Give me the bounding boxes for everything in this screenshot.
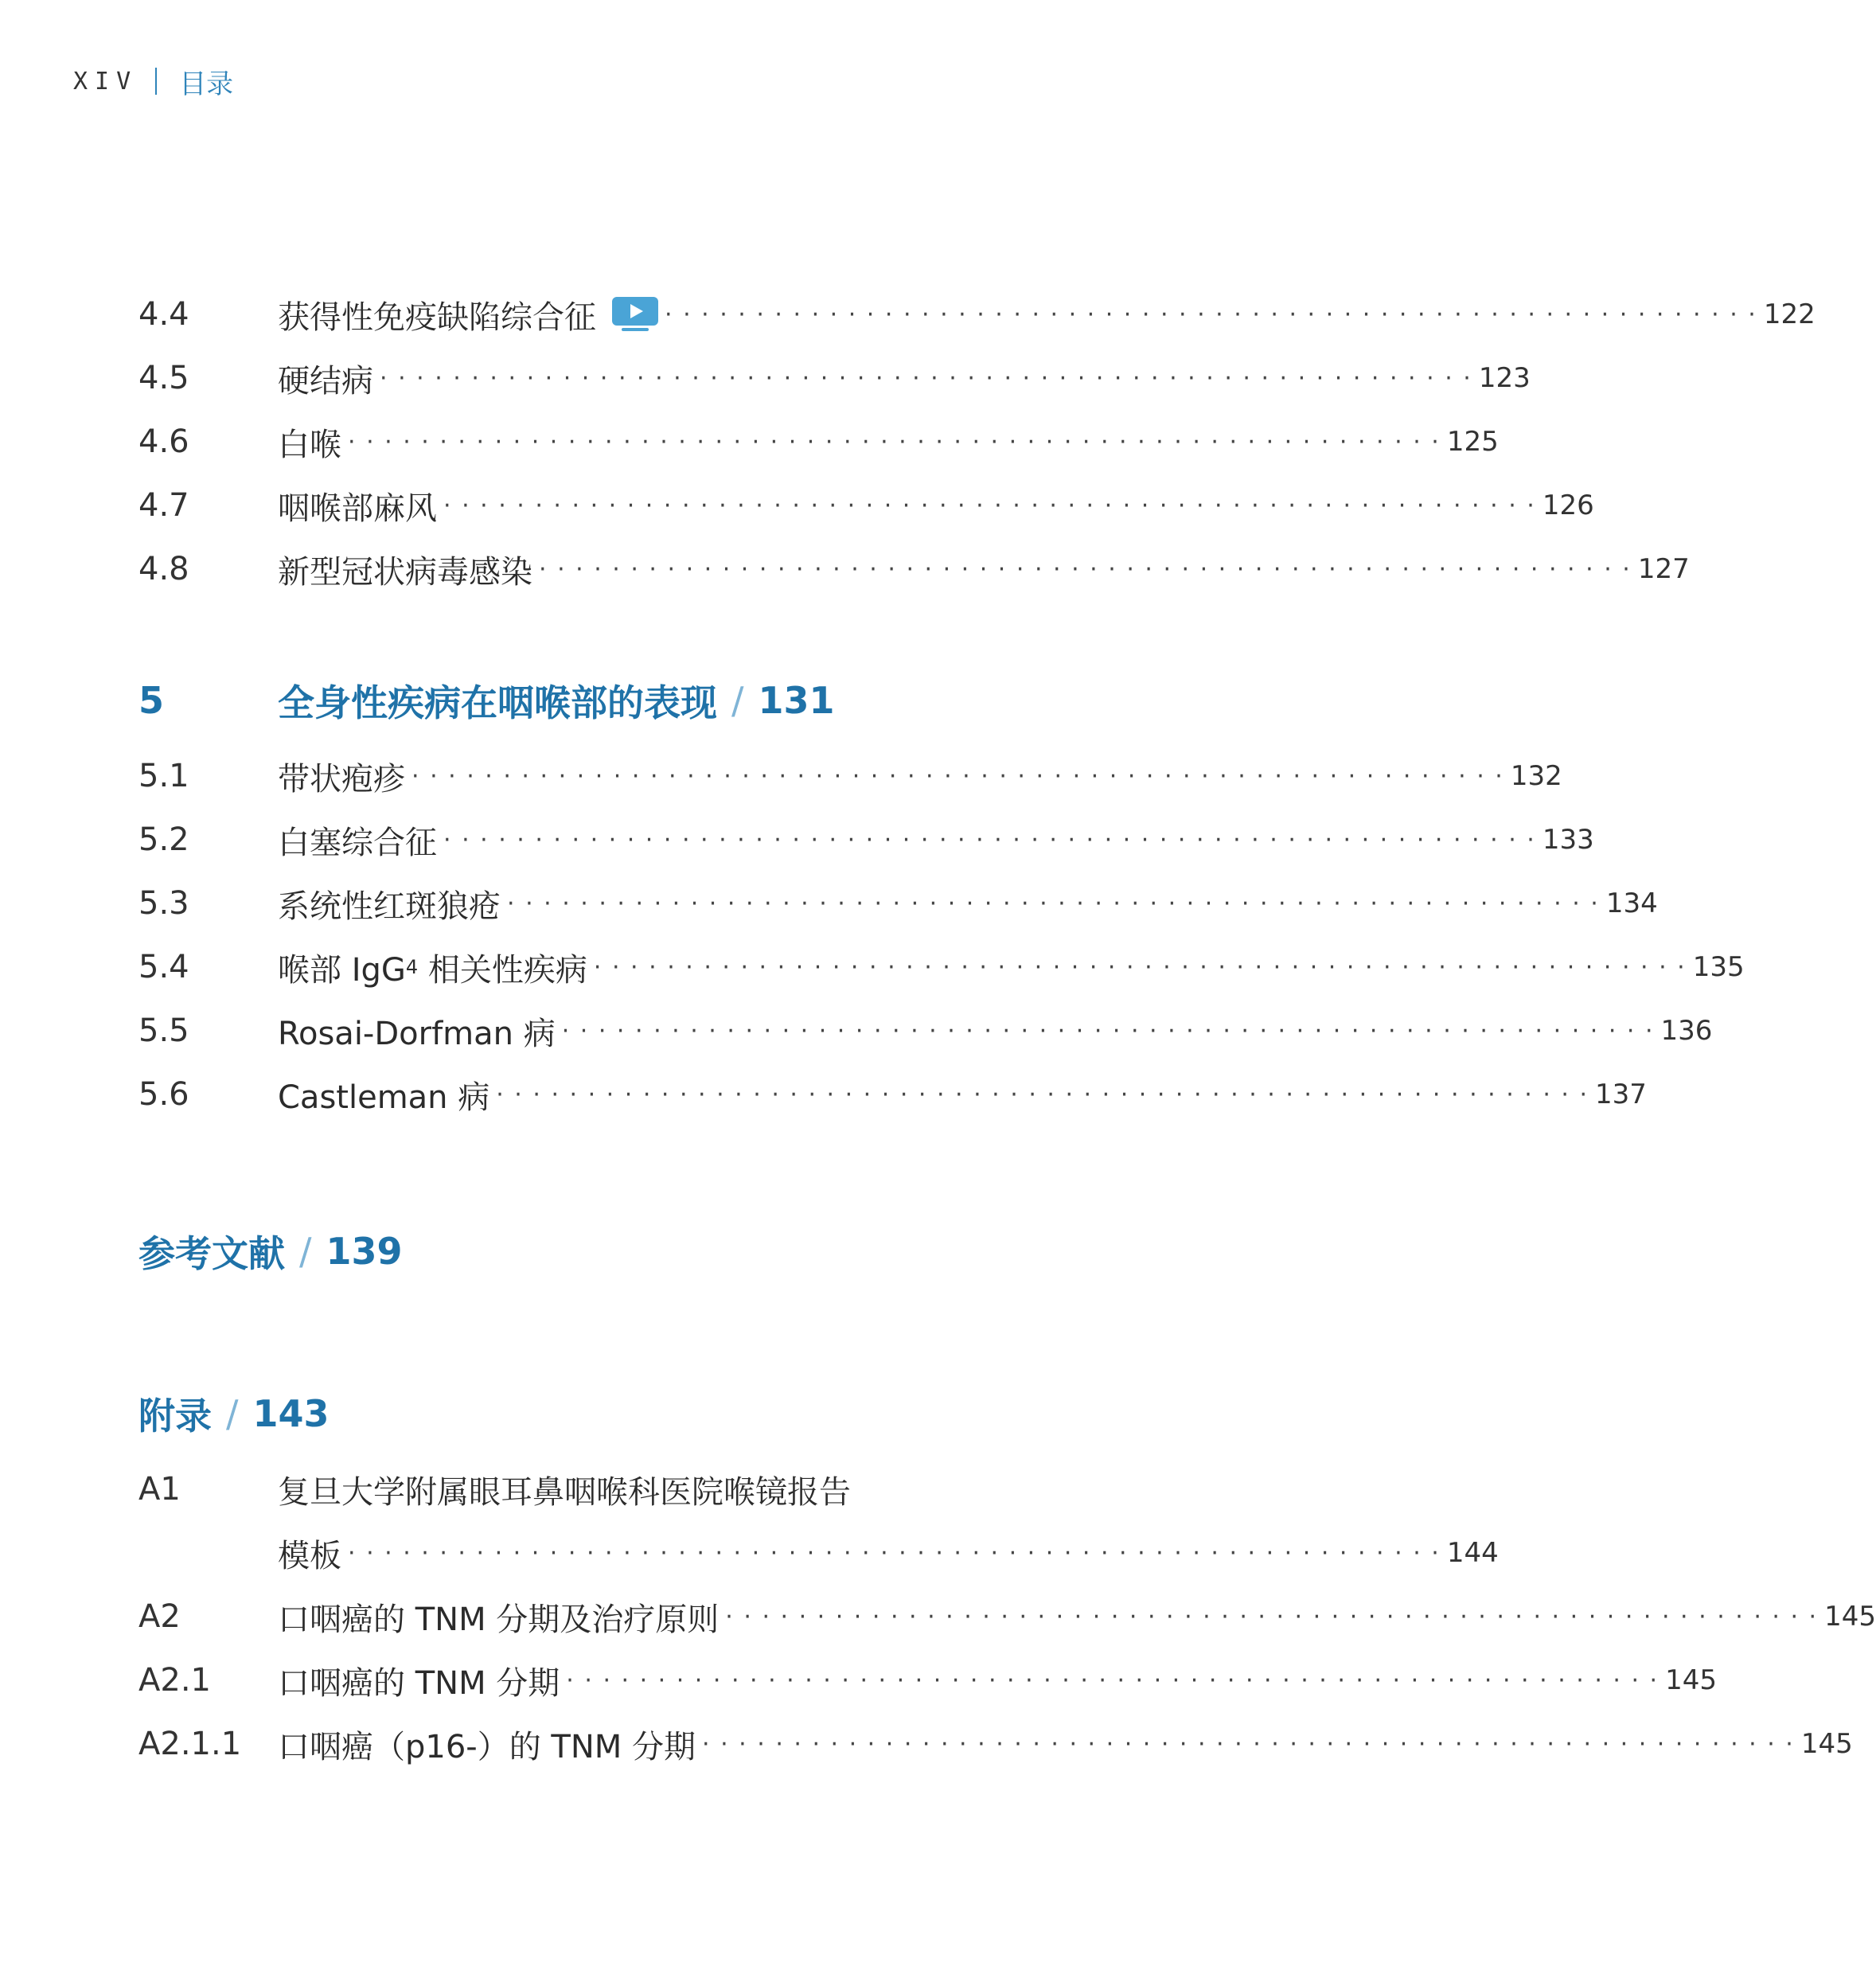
references-title: 参考文献 <box>138 1232 285 1275</box>
chapter-heading[interactable] <box>138 657 936 744</box>
dot-leader: · · · · · · · · · · · · · · · · · · · · · · · · · · · · · · · · · · · · · · · · · · · · · · · · · · · · · · · · · · · · <box>348 427 1441 456</box>
header-divider <box>155 68 157 95</box>
table-of-contents <box>138 283 1876 1776</box>
chapter-page: 131 <box>758 679 835 722</box>
entry-page: 125 <box>1446 426 1499 458</box>
entry-page: 145 <box>1800 1728 1853 1760</box>
entry-page: 127 <box>1637 553 1690 585</box>
entry-title: Castleman 病 <box>278 1079 490 1116</box>
chapter-separator: / <box>731 679 744 722</box>
toc-entry[interactable] <box>138 872 1658 935</box>
entry-number: 4.4 <box>138 296 189 333</box>
entry-page: 137 <box>1595 1079 1647 1110</box>
dot-leader: · · · · · · · · · · · · · · · · · · · · · · · · · · · · · · · · · · · · · · · · · · · · · · · · · · · · · · · · · · · · <box>593 953 1687 981</box>
entry-page: 135 <box>1692 951 1745 983</box>
entry-page: 136 <box>1660 1015 1713 1047</box>
running-head <box>73 60 233 102</box>
page-folio: XIV <box>73 67 138 96</box>
dot-leader: · · · · · · · · · · · · · · · · · · · · · · · · · · · · · · · · · · · · · · · · · · · · · · · · · · · · · · · · · · · · <box>566 1666 1660 1695</box>
dot-leader: · · · · · · · · · · · · · · · · · · · · · · · · · · · · · · · · · · · · · · · · · · · · · · · · · · · · · · · · · · · · <box>348 1539 1441 1567</box>
dot-leader: · · · · · · · · · · · · · · · · · · · · · · · · · · · · · · · · · · · · · · · · · · · · · · · · · · · · · · · · · · · · <box>443 491 1536 520</box>
video-play-icon[interactable] <box>612 297 658 332</box>
entry-number: A2.1 <box>138 1662 211 1699</box>
entry-number: 4.8 <box>138 551 189 587</box>
entry-number: 4.5 <box>138 360 189 396</box>
toc-entry[interactable] <box>138 474 1594 537</box>
dot-leader: · · · · · · · · · · · · · · · · · · · · · · · · · · · · · · · · · · · · · · · · · · · · · · · · · · · · · · · · · · · · <box>665 300 1757 329</box>
entry-number: A2.1.1 <box>138 1726 242 1762</box>
toc-entry[interactable] <box>138 999 1713 1063</box>
entry-page: 123 <box>1478 362 1531 394</box>
entry-title-text: 获得性免疫缺陷综合征 <box>278 298 596 336</box>
entry-title: 口咽癌的 TNM 分期及治疗原则 <box>278 1601 720 1638</box>
dot-leader: · · · · · · · · · · · · · · · · · · · · · · · · · · · · · · · · · · · · · · · · · · · · · · · · · · · · · · · · · · · · <box>380 364 1472 392</box>
entry-title: 系统性红斑狼疮 <box>278 888 501 925</box>
entry-page: 133 <box>1542 824 1594 856</box>
entry-number: 4.6 <box>138 423 189 460</box>
references-page: 139 <box>326 1230 403 1273</box>
entry-page: 134 <box>1605 888 1658 919</box>
entry-page: 132 <box>1510 760 1562 792</box>
toc-entry[interactable] <box>138 1457 936 1521</box>
entry-title: 口咽癌（p16-）的 TNM 分期 <box>278 1728 696 1765</box>
entry-title: 口咽癌的 TNM 分期 <box>278 1664 560 1702</box>
entry-number: 4.7 <box>138 487 189 524</box>
entry-page: 126 <box>1542 490 1594 521</box>
entry-number: 5.6 <box>138 1076 189 1113</box>
entry-page: 144 <box>1446 1537 1499 1569</box>
references-heading[interactable] <box>138 1207 936 1295</box>
entry-title-subscript: 4 <box>405 956 419 978</box>
entry-number: A1 <box>138 1471 181 1508</box>
appendix-title: 附录 <box>138 1395 212 1438</box>
entry-title: 新型冠状病毒感染 <box>278 553 532 591</box>
toc-entry[interactable] <box>138 410 1499 474</box>
dot-leader: · · · · · · · · · · · · · · · · · · · · · · · · · · · · · · · · · · · · · · · · · · · · · · · · · · · · · · · · · · · · <box>725 1602 1819 1631</box>
toc-entry[interactable] <box>138 283 1816 346</box>
chapter-title: 全身性疾病在咽喉部的表现 <box>278 681 717 724</box>
entry-title-continued: 模板 <box>278 1537 341 1574</box>
toc-entry[interactable] <box>138 1585 1876 1648</box>
entry-title: Rosai-Dorfman 病 <box>278 1015 556 1052</box>
toc-entry[interactable] <box>138 935 1745 999</box>
toc-entry[interactable] <box>138 1648 1718 1712</box>
dot-leader: · · · · · · · · · · · · · · · · · · · · · · · · · · · · · · · · · · · · · · · · · · · · · · · · · · · · · · · · · · · · <box>702 1730 1795 1758</box>
toc-entry[interactable] <box>138 537 1690 601</box>
entry-title: 带状疱疹 <box>278 760 405 798</box>
entry-title-text: 喉部 IgG <box>278 951 406 989</box>
entry-number: A2 <box>138 1598 181 1635</box>
entry-page: 122 <box>1763 298 1816 330</box>
toc-entry[interactable] <box>138 808 1594 872</box>
dot-leader: · · · · · · · · · · · · · · · · · · · · · · · · · · · · · · · · · · · · · · · · · · · · · · · · · · · · · · · · · · · · <box>561 1016 1655 1045</box>
appendix-heading[interactable] <box>138 1370 936 1457</box>
dot-leader: · · · · · · · · · · · · · · · · · · · · · · · · · · · · · · · · · · · · · · · · · · · · · · · · · · · · · · · · · · · · <box>411 762 1504 790</box>
entry-title: 咽喉部麻风 <box>278 490 437 527</box>
entry-number: 5.3 <box>138 885 189 922</box>
entry-title: 白塞综合征 <box>278 824 437 861</box>
toc-entry-continuation[interactable] <box>138 1521 1499 1585</box>
dot-leader: · · · · · · · · · · · · · · · · · · · · · · · · · · · · · · · · · · · · · · · · · · · · · · · · · · · · · · · · · · · · <box>507 889 1600 918</box>
entry-title <box>278 945 587 990</box>
toc-entry[interactable] <box>138 1063 1647 1126</box>
references-separator: / <box>299 1230 312 1273</box>
entry-title: 白喉 <box>278 426 341 463</box>
entry-title <box>278 292 658 337</box>
entry-page: 145 <box>1665 1664 1718 1696</box>
chapter-number: 5 <box>138 679 165 722</box>
toc-group-chapter-5 <box>138 744 1745 1126</box>
toc-entry[interactable] <box>138 1712 1853 1776</box>
appendix-separator: / <box>226 1392 239 1435</box>
appendix-page: 143 <box>252 1392 330 1435</box>
entry-page: 145 <box>1824 1601 1876 1633</box>
running-head-title: 目录 <box>179 68 234 100</box>
entry-number: 5.2 <box>138 821 189 858</box>
entry-title: 硬结病 <box>278 362 373 400</box>
dot-leader: · · · · · · · · · · · · · · · · · · · · · · · · · · · · · · · · · · · · · · · · · · · · · · · · · · · · · · · · · · · · <box>496 1080 1589 1109</box>
entry-title-text: 相关性疾病 <box>418 951 587 989</box>
toc-entry[interactable] <box>138 744 1562 808</box>
entry-number: 5.1 <box>138 758 189 794</box>
dot-leader: · · · · · · · · · · · · · · · · · · · · · · · · · · · · · · · · · · · · · · · · · · · · · · · · · · · · · · · · · · · · <box>443 825 1536 854</box>
toc-entry[interactable] <box>138 346 1531 410</box>
entry-number: 5.5 <box>138 1012 189 1049</box>
entry-title: 复旦大学附属眼耳鼻咽喉科医院喉镜报告 <box>278 1473 851 1511</box>
toc-group-chapter-4 <box>138 283 1816 601</box>
toc-group-appendix <box>138 1457 1876 1776</box>
dot-leader: · · · · · · · · · · · · · · · · · · · · · · · · · · · · · · · · · · · · · · · · · · · · · · · · · · · · · · · · · · · · <box>539 555 1632 583</box>
entry-number: 5.4 <box>138 949 189 985</box>
